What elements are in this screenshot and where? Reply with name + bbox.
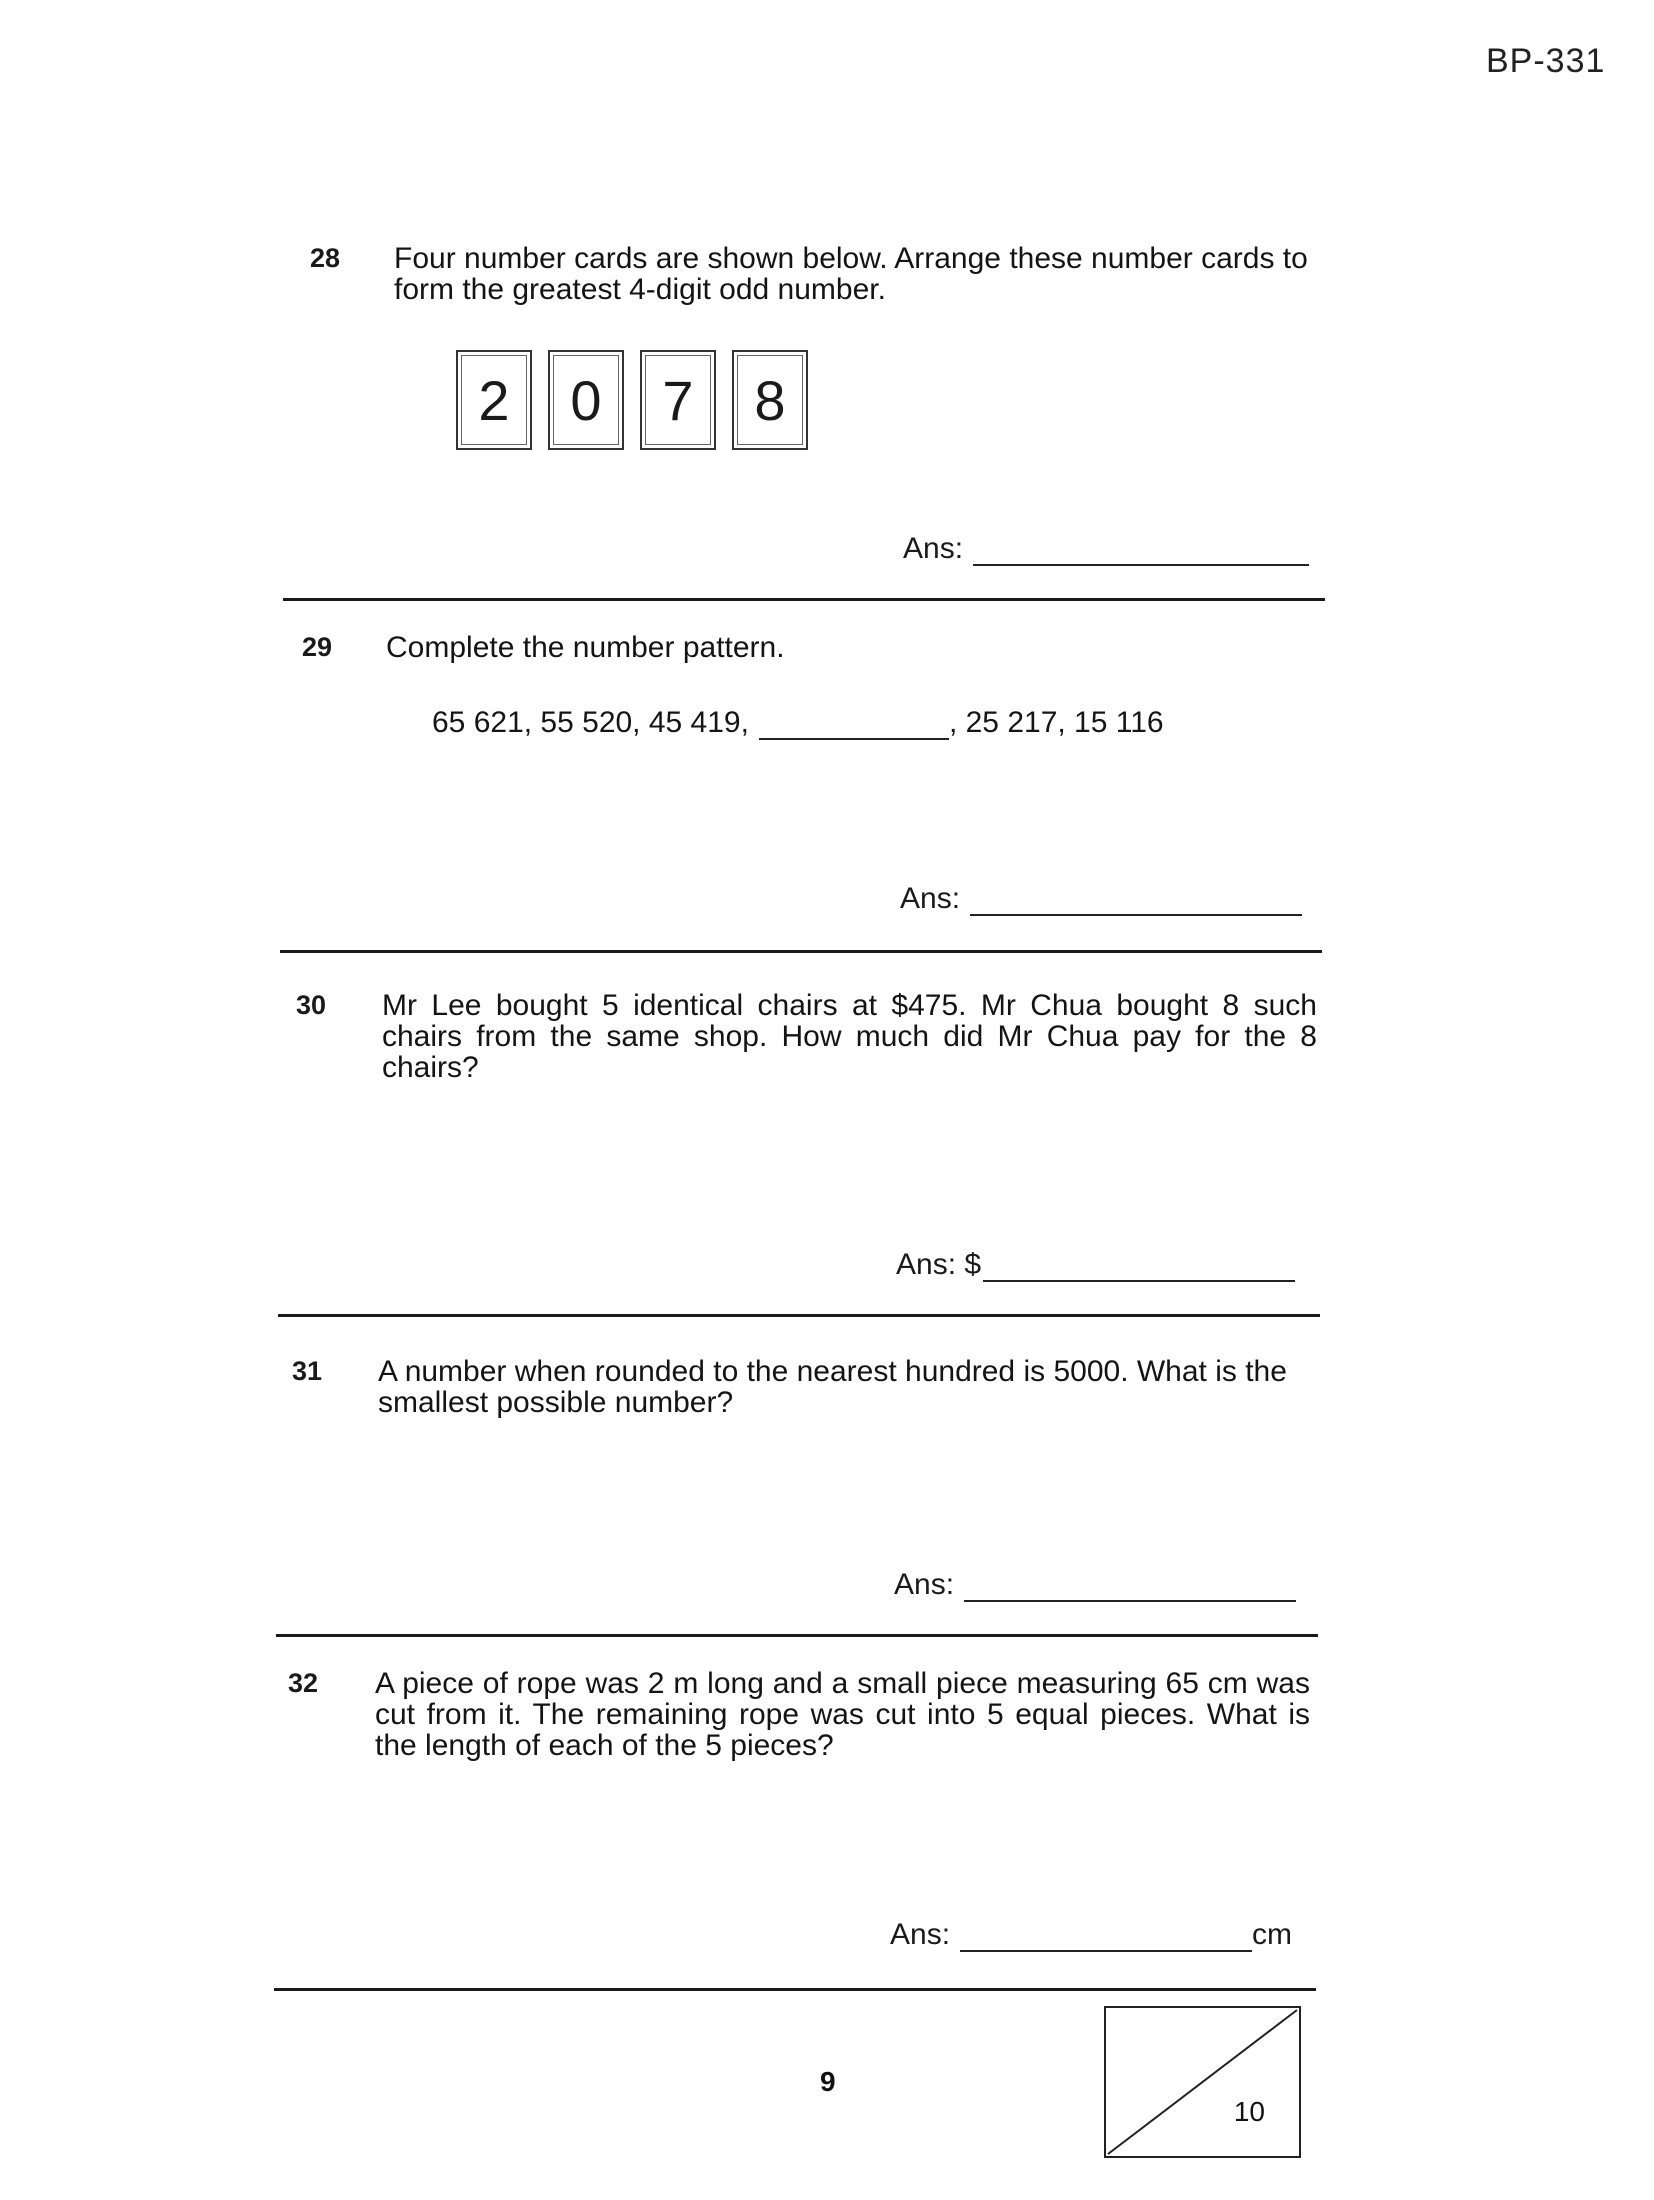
question-text-28: Four number cards are shown below. Arrange these number cards to form the greatest 4-digit odd number. bbox=[394, 242, 1308, 306]
answer-label: Ans: bbox=[900, 882, 961, 915]
answer-unit: cm bbox=[1252, 1918, 1293, 1951]
section-divider bbox=[278, 1314, 1320, 1317]
number-card: 2 bbox=[456, 350, 532, 450]
answer-label: Ans: bbox=[894, 1568, 955, 1601]
section-divider bbox=[276, 1634, 1318, 1637]
number-card: 8 bbox=[732, 350, 808, 450]
answer-blank-32[interactable] bbox=[960, 1920, 1252, 1952]
answer-31 bbox=[894, 1568, 1296, 1602]
number-card: 7 bbox=[640, 350, 716, 450]
question-text-32: A piece of rope was 2 m long and a small piece measuring 65 cm was cut from it. The remaining rope was cut into 5 equal pieces. What is the length of each of the 5 pieces? bbox=[375, 1667, 1310, 1762]
question-number-31: 31 bbox=[292, 1356, 323, 1386]
section-divider bbox=[280, 950, 1322, 953]
question-number-28: 28 bbox=[310, 243, 341, 273]
question-text-29: Complete the number pattern. bbox=[386, 631, 785, 664]
question-number-30: 30 bbox=[296, 990, 327, 1020]
document-code: BP-331 bbox=[1486, 42, 1606, 80]
answer-blank-28[interactable] bbox=[973, 534, 1309, 566]
question-text-30: Mr Lee bought 5 identical chairs at $475. Mr Chua bought 8 such chairs from the same shop. How much did Mr Chua pay for the 8 chairs? bbox=[382, 989, 1317, 1084]
number-card: 0 bbox=[548, 350, 624, 450]
number-pattern bbox=[432, 706, 1164, 740]
answer-blank-29[interactable] bbox=[970, 884, 1302, 916]
answer-30 bbox=[896, 1248, 1295, 1282]
marks-box bbox=[1104, 2006, 1301, 2158]
pattern-blank[interactable] bbox=[759, 710, 949, 740]
answer-label: Ans: $ bbox=[896, 1248, 982, 1281]
answer-32 bbox=[890, 1918, 1292, 1952]
answer-label: Ans: bbox=[890, 1918, 951, 1951]
answer-29 bbox=[900, 882, 1302, 916]
pattern-end: , 25 217, 15 116 bbox=[948, 706, 1164, 739]
pattern-start: 65 621, 55 520, 45 419, bbox=[432, 706, 749, 739]
question-number-32: 32 bbox=[288, 1668, 319, 1698]
answer-blank-30[interactable] bbox=[983, 1250, 1295, 1282]
marks-diagonal bbox=[1106, 2008, 1299, 2156]
question-number-29: 29 bbox=[302, 632, 333, 662]
section-divider bbox=[274, 1988, 1316, 1991]
answer-blank-31[interactable] bbox=[964, 1570, 1296, 1602]
answer-label: Ans: bbox=[903, 532, 964, 565]
question-text-31: A number when rounded to the nearest hundred is 5000. What is the smallest possible number? bbox=[378, 1355, 1287, 1419]
number-cards bbox=[456, 350, 808, 450]
answer-28 bbox=[903, 532, 1309, 566]
page-number: 9 bbox=[820, 2066, 836, 2097]
marks-total: 10 bbox=[1233, 2096, 1265, 2127]
section-divider bbox=[283, 598, 1325, 601]
